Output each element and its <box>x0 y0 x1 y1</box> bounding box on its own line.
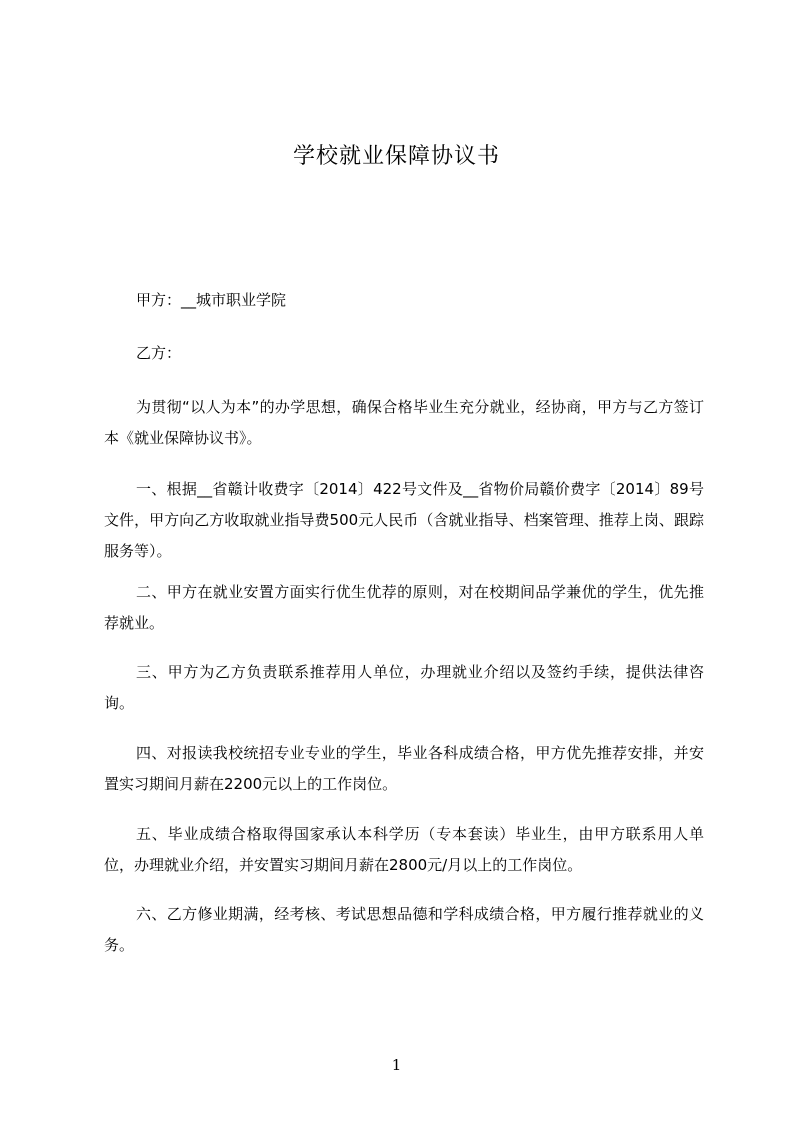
clause-5: 五、毕业成绩合格取得国家承认本科学历（专本套读）毕业生，由甲方联系用人单位，办理就业介绍，并安置实习期间月薪在2800元/月以上的工作岗位。 <box>104 825 704 874</box>
clause-6: 六、乙方修业期满，经考核、考试思想品德和学科成绩合格，甲方履行推荐就业的义务。 <box>104 905 704 954</box>
document-title: 学校就业保障协议书 <box>292 144 500 169</box>
clause-1: 一、根据__省赣计收费字〔2014〕422号文件及__省物价局赣价费字〔2014〕89号文件，甲方向乙方收取就业指导费500元人民币（含就业指导、档案管理、推荐上岗、跟踪服务等）。 <box>104 480 704 560</box>
party-b-line: 乙方： <box>136 344 182 362</box>
clause-2: 二、甲方在就业安置方面实行优生优荐的原则，对在校期间品学兼优的学生，优先推荐就业。 <box>104 583 704 632</box>
clause-3: 三、甲方为乙方负责联系推荐用人单位，办理就业介绍以及签约手续，提供法律咨询。 <box>104 663 704 712</box>
page-number: 1 <box>391 1056 402 1074</box>
party-a-line: 甲方：__城市职业学院 <box>136 291 287 309</box>
clause-4: 四、对报读我校统招专业专业的学生，毕业各科成绩合格，甲方优先推荐安排，并安置实习期间月薪在2200元以上的工作岗位。 <box>104 744 704 793</box>
intro-paragraph: 为贯彻“以人为本”的办学思想，确保合格毕业生充分就业，经协商，甲方与乙方签订本《就业保障协议书》。 <box>104 398 704 447</box>
